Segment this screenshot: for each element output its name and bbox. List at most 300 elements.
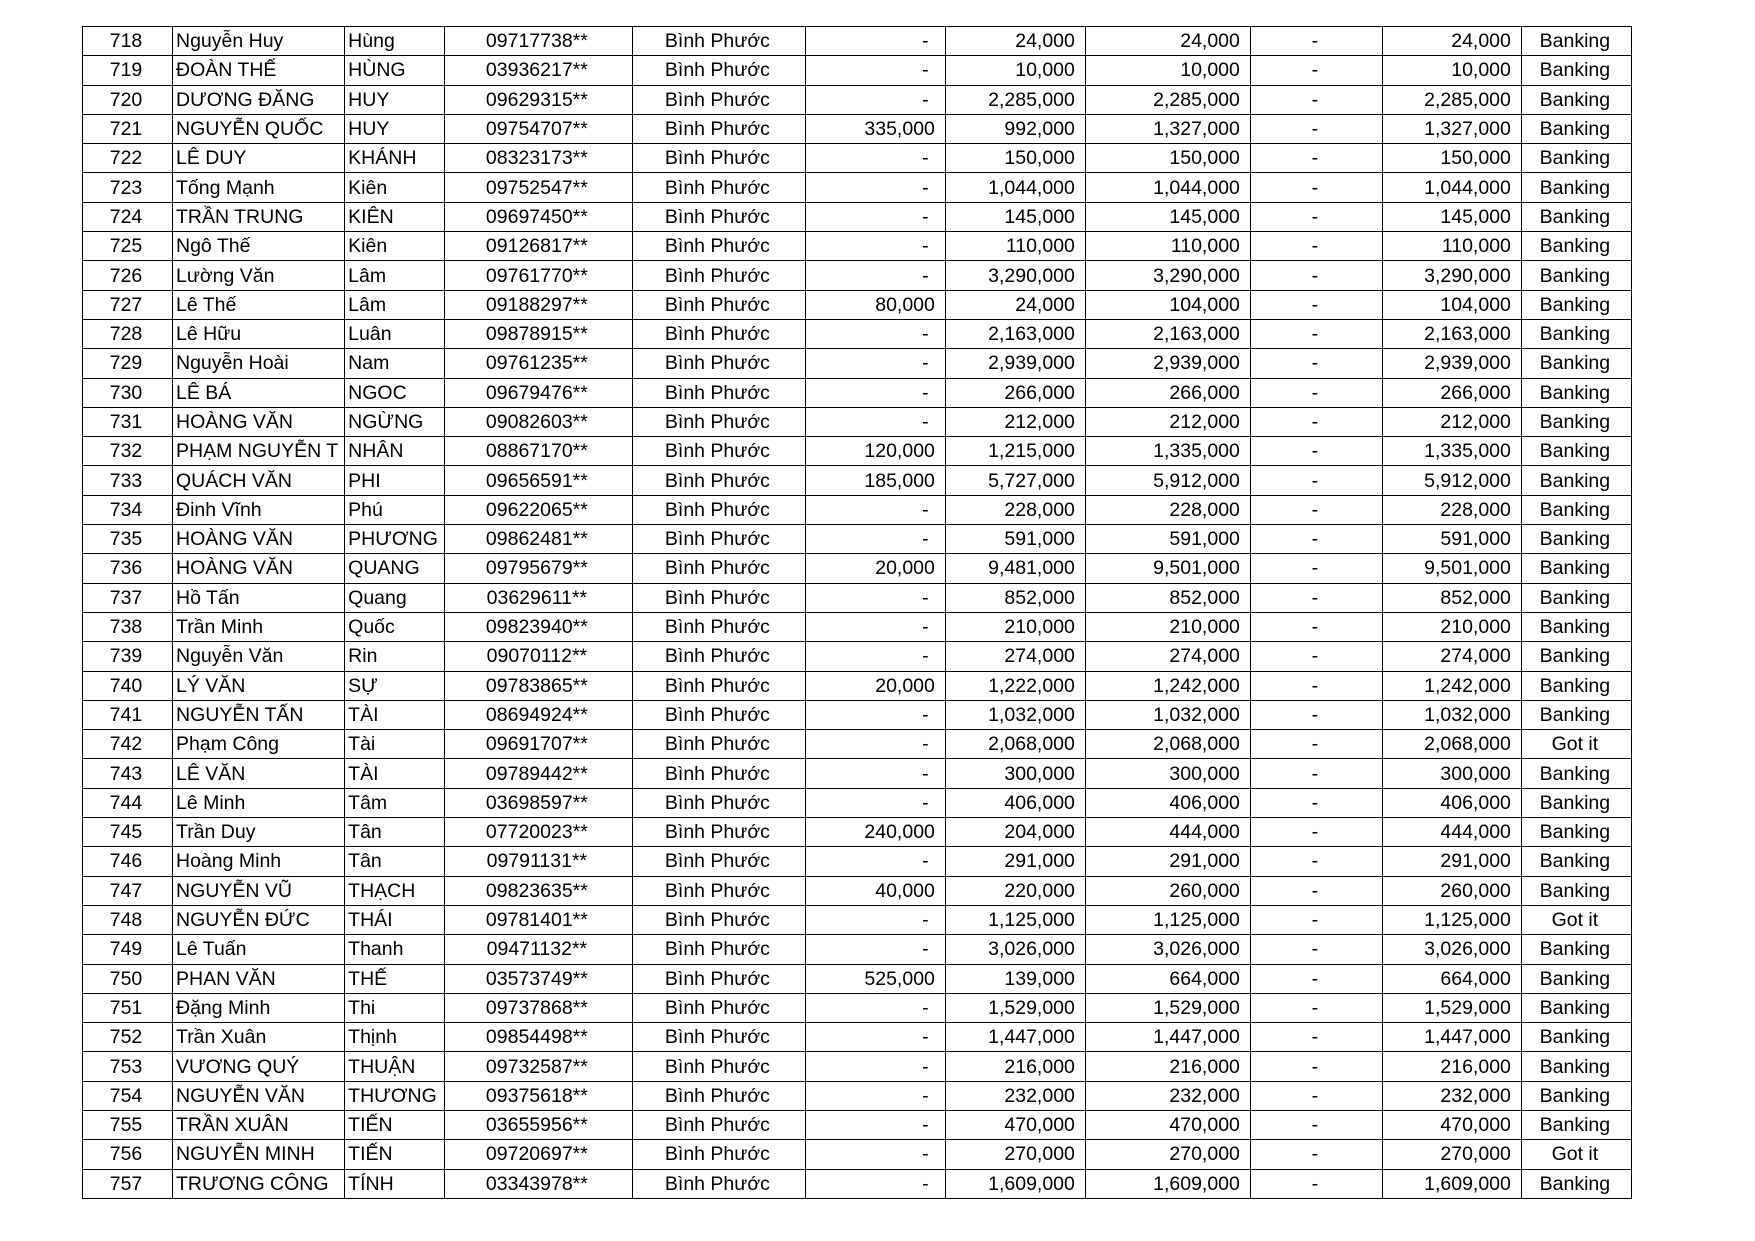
cell-given-name: Nam: [345, 349, 445, 378]
cell-payable-amount: 104,000: [1382, 290, 1521, 319]
cell-total-amount: 216,000: [1085, 1052, 1250, 1081]
cell-province: Bình Phước: [632, 144, 805, 173]
cell-row-number: 736: [83, 554, 173, 583]
cell-current-amount: 3,290,000: [945, 261, 1085, 290]
cell-province: Bình Phước: [632, 847, 805, 876]
cell-given-name: HÙNG: [345, 56, 445, 85]
cell-payment-method: Banking: [1521, 114, 1631, 143]
cell-first-name: ĐOÀN THẾ: [173, 56, 345, 85]
cell-payable-amount: 212,000: [1382, 407, 1521, 436]
table-row: [83, 935, 1632, 964]
cell-total-amount: 1,447,000: [1085, 1023, 1250, 1052]
cell-current-amount: 210,000: [945, 612, 1085, 641]
cell-province: Bình Phước: [632, 671, 805, 700]
table-row: [83, 261, 1632, 290]
cell-first-name: TRẦN TRUNG: [173, 202, 345, 231]
cell-payment-method: Got it: [1521, 1140, 1631, 1169]
cell-row-number: 735: [83, 525, 173, 554]
cell-payable-amount: 444,000: [1382, 818, 1521, 847]
cell-total-amount: 444,000: [1085, 818, 1250, 847]
cell-payable-amount: 291,000: [1382, 847, 1521, 876]
cell-first-name: TRƯƠNG CÔNG: [173, 1169, 345, 1198]
cell-total-amount: 270,000: [1085, 1140, 1250, 1169]
table-row: [83, 232, 1632, 261]
cell-previous-amount: -: [805, 1110, 945, 1139]
cell-given-name: NHÂN: [345, 437, 445, 466]
cell-current-amount: 204,000: [945, 818, 1085, 847]
table-row: [83, 495, 1632, 524]
cell-payment-method: Banking: [1521, 1023, 1631, 1052]
cell-current-amount: 1,215,000: [945, 437, 1085, 466]
cell-total-amount: 1,327,000: [1085, 114, 1250, 143]
cell-given-name: Rin: [345, 642, 445, 671]
cell-total-amount: 1,609,000: [1085, 1169, 1250, 1198]
cell-deduction: -: [1250, 1140, 1382, 1169]
cell-first-name: HOÀNG VĂN: [173, 525, 345, 554]
cell-payment-method: Banking: [1521, 935, 1631, 964]
cell-province: Bình Phước: [632, 964, 805, 993]
cell-current-amount: 591,000: [945, 525, 1085, 554]
cell-payable-amount: 664,000: [1382, 964, 1521, 993]
cell-province: Bình Phước: [632, 1140, 805, 1169]
table-row: [83, 407, 1632, 436]
cell-current-amount: 470,000: [945, 1110, 1085, 1139]
cell-current-amount: 270,000: [945, 1140, 1085, 1169]
cell-province: Bình Phước: [632, 612, 805, 641]
cell-row-number: 746: [83, 847, 173, 876]
cell-first-name: Trần Minh: [173, 612, 345, 641]
cell-given-name: SỰ: [345, 671, 445, 700]
cell-first-name: Phạm Công: [173, 730, 345, 759]
cell-first-name: Nguyễn Hoài: [173, 349, 345, 378]
cell-total-amount: 1,125,000: [1085, 905, 1250, 934]
cell-first-name: LÊ DUY: [173, 144, 345, 173]
cell-given-name: Lâm: [345, 290, 445, 319]
table-row: [83, 114, 1632, 143]
cell-payable-amount: 591,000: [1382, 525, 1521, 554]
cell-row-number: 731: [83, 407, 173, 436]
cell-total-amount: 591,000: [1085, 525, 1250, 554]
cell-total-amount: 260,000: [1085, 876, 1250, 905]
cell-province: Bình Phước: [632, 818, 805, 847]
cell-province: Bình Phước: [632, 261, 805, 290]
cell-row-number: 754: [83, 1081, 173, 1110]
cell-deduction: -: [1250, 114, 1382, 143]
cell-previous-amount: 120,000: [805, 437, 945, 466]
cell-phone: 09878915**: [444, 319, 632, 348]
cell-given-name: Tài: [345, 730, 445, 759]
cell-province: Bình Phước: [632, 27, 805, 56]
cell-phone: 09697450**: [444, 202, 632, 231]
cell-deduction: -: [1250, 319, 1382, 348]
cell-current-amount: 2,068,000: [945, 730, 1085, 759]
cell-row-number: 752: [83, 1023, 173, 1052]
cell-row-number: 757: [83, 1169, 173, 1198]
cell-deduction: -: [1250, 1023, 1382, 1052]
cell-deduction: -: [1250, 554, 1382, 583]
cell-phone: 09375618**: [444, 1081, 632, 1110]
cell-total-amount: 10,000: [1085, 56, 1250, 85]
cell-payment-method: Banking: [1521, 85, 1631, 114]
cell-phone: 09082603**: [444, 407, 632, 436]
cell-payable-amount: 2,163,000: [1382, 319, 1521, 348]
cell-row-number: 733: [83, 466, 173, 495]
cell-phone: 09754707**: [444, 114, 632, 143]
cell-first-name: QUÁCH VĂN: [173, 466, 345, 495]
cell-given-name: TÍNH: [345, 1169, 445, 1198]
cell-current-amount: 220,000: [945, 876, 1085, 905]
cell-previous-amount: 80,000: [805, 290, 945, 319]
cell-phone: 03655956**: [444, 1110, 632, 1139]
cell-payment-method: Banking: [1521, 261, 1631, 290]
cell-deduction: -: [1250, 349, 1382, 378]
cell-province: Bình Phước: [632, 788, 805, 817]
cell-previous-amount: -: [805, 85, 945, 114]
cell-previous-amount: 335,000: [805, 114, 945, 143]
cell-current-amount: 2,163,000: [945, 319, 1085, 348]
cell-row-number: 722: [83, 144, 173, 173]
cell-province: Bình Phước: [632, 290, 805, 319]
cell-payment-method: Got it: [1521, 730, 1631, 759]
cell-previous-amount: -: [805, 935, 945, 964]
cell-first-name: Lê Minh: [173, 788, 345, 817]
cell-phone: 03698597**: [444, 788, 632, 817]
cell-deduction: -: [1250, 27, 1382, 56]
cell-phone: 09761770**: [444, 261, 632, 290]
cell-payment-method: Banking: [1521, 27, 1631, 56]
cell-payable-amount: 1,044,000: [1382, 173, 1521, 202]
cell-row-number: 737: [83, 583, 173, 612]
cell-previous-amount: -: [805, 759, 945, 788]
cell-previous-amount: -: [805, 232, 945, 261]
cell-previous-amount: -: [805, 144, 945, 173]
cell-row-number: 723: [83, 173, 173, 202]
cell-previous-amount: -: [805, 642, 945, 671]
cell-payable-amount: 2,939,000: [1382, 349, 1521, 378]
cell-deduction: -: [1250, 788, 1382, 817]
cell-payment-method: Banking: [1521, 554, 1631, 583]
cell-payable-amount: 1,447,000: [1382, 1023, 1521, 1052]
table-row: [83, 1169, 1632, 1198]
cell-deduction: -: [1250, 378, 1382, 407]
cell-phone: 09791131**: [444, 847, 632, 876]
table-row: [83, 349, 1632, 378]
cell-payment-method: Banking: [1521, 56, 1631, 85]
cell-phone: 09761235**: [444, 349, 632, 378]
cell-payable-amount: 406,000: [1382, 788, 1521, 817]
cell-current-amount: 406,000: [945, 788, 1085, 817]
cell-row-number: 753: [83, 1052, 173, 1081]
table-row: [83, 730, 1632, 759]
table-row: [83, 876, 1632, 905]
cell-current-amount: 9,481,000: [945, 554, 1085, 583]
cell-payment-method: Banking: [1521, 319, 1631, 348]
cell-current-amount: 216,000: [945, 1052, 1085, 1081]
cell-row-number: 750: [83, 964, 173, 993]
cell-province: Bình Phước: [632, 759, 805, 788]
cell-province: Bình Phước: [632, 1081, 805, 1110]
cell-given-name: KIÊN: [345, 202, 445, 231]
cell-previous-amount: -: [805, 202, 945, 231]
cell-previous-amount: -: [805, 407, 945, 436]
cell-current-amount: 110,000: [945, 232, 1085, 261]
cell-given-name: NGOC: [345, 378, 445, 407]
cell-first-name: HOÀNG VĂN: [173, 554, 345, 583]
cell-current-amount: 150,000: [945, 144, 1085, 173]
cell-payable-amount: 1,529,000: [1382, 993, 1521, 1022]
cell-previous-amount: -: [805, 1052, 945, 1081]
cell-current-amount: 1,447,000: [945, 1023, 1085, 1052]
cell-first-name: Hồ Tấn: [173, 583, 345, 612]
cell-phone: 09783865**: [444, 671, 632, 700]
table-body: [83, 27, 1632, 1199]
cell-province: Bình Phước: [632, 437, 805, 466]
cell-payment-method: Banking: [1521, 525, 1631, 554]
table-row: [83, 671, 1632, 700]
cell-payable-amount: 10,000: [1382, 56, 1521, 85]
cell-phone: 09720697**: [444, 1140, 632, 1169]
table-row: [83, 1023, 1632, 1052]
cell-row-number: 745: [83, 818, 173, 847]
cell-deduction: -: [1250, 1052, 1382, 1081]
cell-previous-amount: -: [805, 319, 945, 348]
cell-current-amount: 139,000: [945, 964, 1085, 993]
cell-payable-amount: 1,032,000: [1382, 700, 1521, 729]
cell-phone: 09732587**: [444, 1052, 632, 1081]
cell-payable-amount: 150,000: [1382, 144, 1521, 173]
cell-row-number: 725: [83, 232, 173, 261]
cell-phone: 09656591**: [444, 466, 632, 495]
cell-given-name: THÁI: [345, 905, 445, 934]
cell-row-number: 727: [83, 290, 173, 319]
cell-province: Bình Phước: [632, 1023, 805, 1052]
cell-payment-method: Banking: [1521, 290, 1631, 319]
cell-previous-amount: -: [805, 788, 945, 817]
cell-province: Bình Phước: [632, 993, 805, 1022]
cell-given-name: PHI: [345, 466, 445, 495]
cell-total-amount: 2,163,000: [1085, 319, 1250, 348]
cell-payment-method: Banking: [1521, 847, 1631, 876]
cell-total-amount: 1,032,000: [1085, 700, 1250, 729]
cell-row-number: 756: [83, 1140, 173, 1169]
table-row: [83, 290, 1632, 319]
cell-deduction: -: [1250, 730, 1382, 759]
cell-payment-method: Banking: [1521, 876, 1631, 905]
cell-deduction: -: [1250, 818, 1382, 847]
cell-current-amount: 1,609,000: [945, 1169, 1085, 1198]
cell-payable-amount: 9,501,000: [1382, 554, 1521, 583]
cell-previous-amount: -: [805, 1140, 945, 1169]
cell-payment-method: Banking: [1521, 437, 1631, 466]
cell-province: Bình Phước: [632, 554, 805, 583]
cell-current-amount: 228,000: [945, 495, 1085, 524]
cell-row-number: 744: [83, 788, 173, 817]
cell-deduction: -: [1250, 1110, 1382, 1139]
cell-row-number: 743: [83, 759, 173, 788]
cell-total-amount: 2,068,000: [1085, 730, 1250, 759]
cell-total-amount: 232,000: [1085, 1081, 1250, 1110]
cell-province: Bình Phước: [632, 85, 805, 114]
cell-deduction: -: [1250, 261, 1382, 290]
cell-previous-amount: -: [805, 349, 945, 378]
cell-payment-method: Banking: [1521, 1110, 1631, 1139]
cell-previous-amount: -: [805, 1081, 945, 1110]
cell-payment-method: Banking: [1521, 642, 1631, 671]
cell-total-amount: 145,000: [1085, 202, 1250, 231]
cell-current-amount: 2,939,000: [945, 349, 1085, 378]
cell-first-name: Đặng Minh: [173, 993, 345, 1022]
cell-payment-method: Banking: [1521, 232, 1631, 261]
cell-given-name: Quang: [345, 583, 445, 612]
cell-payment-method: Banking: [1521, 700, 1631, 729]
cell-current-amount: 3,026,000: [945, 935, 1085, 964]
cell-province: Bình Phước: [632, 642, 805, 671]
cell-payment-method: Banking: [1521, 378, 1631, 407]
cell-phone: 09789442**: [444, 759, 632, 788]
cell-previous-amount: 240,000: [805, 818, 945, 847]
cell-payable-amount: 145,000: [1382, 202, 1521, 231]
cell-payable-amount: 210,000: [1382, 612, 1521, 641]
cell-phone: 09070112**: [444, 642, 632, 671]
cell-payable-amount: 1,609,000: [1382, 1169, 1521, 1198]
cell-total-amount: 5,912,000: [1085, 466, 1250, 495]
cell-previous-amount: -: [805, 905, 945, 934]
cell-total-amount: 24,000: [1085, 27, 1250, 56]
cell-phone: 09691707**: [444, 730, 632, 759]
cell-phone: 09126817**: [444, 232, 632, 261]
cell-deduction: -: [1250, 144, 1382, 173]
cell-given-name: Thịnh: [345, 1023, 445, 1052]
cell-given-name: HUY: [345, 85, 445, 114]
cell-given-name: Kiên: [345, 173, 445, 202]
table-row: [83, 788, 1632, 817]
cell-given-name: Thanh: [345, 935, 445, 964]
cell-total-amount: 1,335,000: [1085, 437, 1250, 466]
cell-given-name: THẾ: [345, 964, 445, 993]
cell-phone: 09629315**: [444, 85, 632, 114]
cell-phone: 09737868**: [444, 993, 632, 1022]
cell-deduction: -: [1250, 964, 1382, 993]
cell-payment-method: Banking: [1521, 1052, 1631, 1081]
cell-payment-method: Banking: [1521, 202, 1631, 231]
cell-payable-amount: 232,000: [1382, 1081, 1521, 1110]
cell-payable-amount: 1,242,000: [1382, 671, 1521, 700]
cell-previous-amount: -: [805, 1023, 945, 1052]
cell-row-number: 726: [83, 261, 173, 290]
cell-payment-method: Banking: [1521, 964, 1631, 993]
cell-payable-amount: 260,000: [1382, 876, 1521, 905]
table-row: [83, 905, 1632, 934]
cell-deduction: -: [1250, 876, 1382, 905]
cell-phone: 09679476**: [444, 378, 632, 407]
cell-payable-amount: 300,000: [1382, 759, 1521, 788]
cell-province: Bình Phước: [632, 583, 805, 612]
cell-total-amount: 104,000: [1085, 290, 1250, 319]
cell-previous-amount: -: [805, 173, 945, 202]
cell-payable-amount: 1,327,000: [1382, 114, 1521, 143]
cell-first-name: Đinh Vĩnh: [173, 495, 345, 524]
table-row: [83, 202, 1632, 231]
cell-given-name: QUANG: [345, 554, 445, 583]
cell-deduction: -: [1250, 905, 1382, 934]
cell-payment-method: Banking: [1521, 818, 1631, 847]
cell-current-amount: 212,000: [945, 407, 1085, 436]
cell-given-name: PHƯƠNG: [345, 525, 445, 554]
cell-total-amount: 266,000: [1085, 378, 1250, 407]
cell-given-name: Tâm: [345, 788, 445, 817]
cell-payment-method: Banking: [1521, 144, 1631, 173]
cell-previous-amount: 525,000: [805, 964, 945, 993]
cell-given-name: HUY: [345, 114, 445, 143]
cell-payable-amount: 228,000: [1382, 495, 1521, 524]
table-row: [83, 583, 1632, 612]
cell-previous-amount: -: [805, 730, 945, 759]
cell-first-name: LÊ BÁ: [173, 378, 345, 407]
cell-current-amount: 291,000: [945, 847, 1085, 876]
cell-total-amount: 110,000: [1085, 232, 1250, 261]
cell-previous-amount: -: [805, 27, 945, 56]
cell-previous-amount: -: [805, 1169, 945, 1198]
table-row: [83, 85, 1632, 114]
cell-previous-amount: -: [805, 847, 945, 876]
cell-province: Bình Phước: [632, 232, 805, 261]
cell-province: Bình Phước: [632, 173, 805, 202]
cell-row-number: 748: [83, 905, 173, 934]
cell-phone: 08694924**: [444, 700, 632, 729]
cell-given-name: Thi: [345, 993, 445, 1022]
cell-total-amount: 1,242,000: [1085, 671, 1250, 700]
cell-payable-amount: 470,000: [1382, 1110, 1521, 1139]
cell-deduction: -: [1250, 1081, 1382, 1110]
cell-deduction: -: [1250, 525, 1382, 554]
cell-current-amount: 1,222,000: [945, 671, 1085, 700]
cell-payable-amount: 216,000: [1382, 1052, 1521, 1081]
cell-payable-amount: 2,068,000: [1382, 730, 1521, 759]
cell-phone: 03936217**: [444, 56, 632, 85]
cell-first-name: NGUYỄN TẤN: [173, 700, 345, 729]
cell-previous-amount: -: [805, 525, 945, 554]
cell-previous-amount: 40,000: [805, 876, 945, 905]
cell-province: Bình Phước: [632, 407, 805, 436]
cell-province: Bình Phước: [632, 935, 805, 964]
cell-row-number: 738: [83, 612, 173, 641]
cell-payment-method: Banking: [1521, 173, 1631, 202]
table-row: [83, 27, 1632, 56]
cell-current-amount: 2,285,000: [945, 85, 1085, 114]
cell-payment-method: Banking: [1521, 671, 1631, 700]
cell-total-amount: 212,000: [1085, 407, 1250, 436]
cell-province: Bình Phước: [632, 1052, 805, 1081]
cell-first-name: Lường Văn: [173, 261, 345, 290]
table-row: [83, 378, 1632, 407]
cell-current-amount: 24,000: [945, 290, 1085, 319]
cell-given-name: THUẬN: [345, 1052, 445, 1081]
cell-given-name: Quốc: [345, 612, 445, 641]
cell-payment-method: Banking: [1521, 612, 1631, 641]
cell-total-amount: 291,000: [1085, 847, 1250, 876]
cell-payment-method: Banking: [1521, 349, 1631, 378]
cell-previous-amount: -: [805, 56, 945, 85]
cell-given-name: Tân: [345, 847, 445, 876]
cell-previous-amount: -: [805, 583, 945, 612]
cell-province: Bình Phước: [632, 525, 805, 554]
cell-payment-method: Banking: [1521, 993, 1631, 1022]
cell-first-name: Trần Duy: [173, 818, 345, 847]
cell-current-amount: 266,000: [945, 378, 1085, 407]
cell-row-number: 728: [83, 319, 173, 348]
cell-total-amount: 2,939,000: [1085, 349, 1250, 378]
cell-total-amount: 3,290,000: [1085, 261, 1250, 290]
